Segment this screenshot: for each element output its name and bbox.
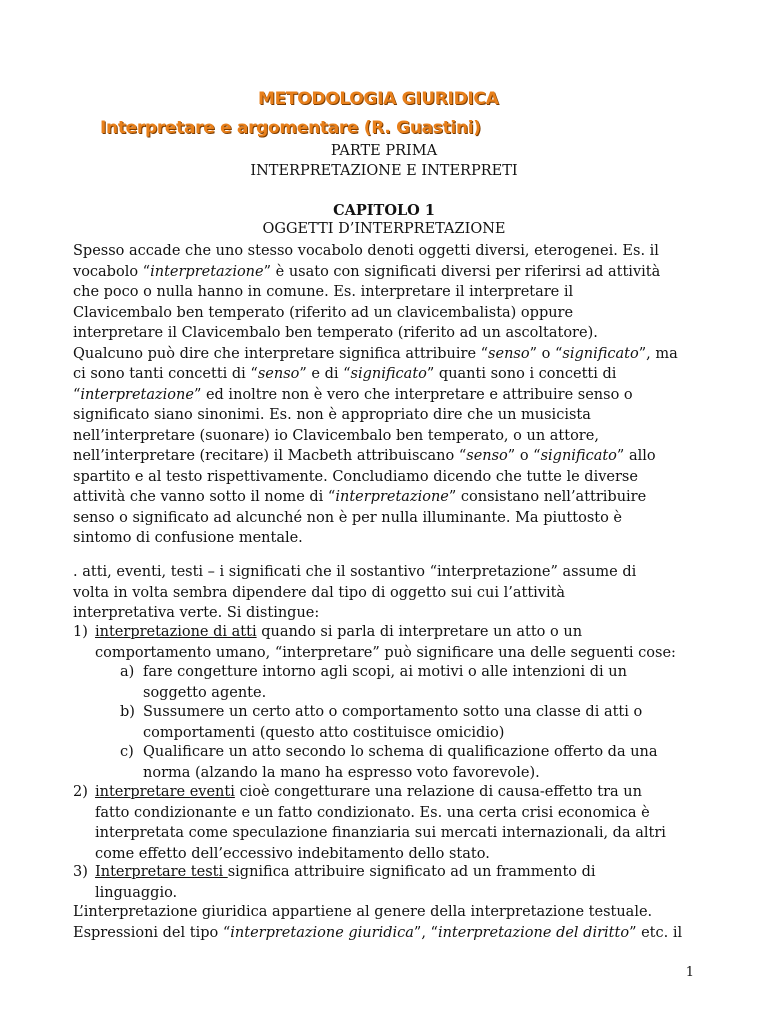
text-line: ci sono tanti concetti di “senso” e di “significato” quanti sono i concetti di bbox=[73, 366, 617, 382]
text-line: nell’interpretare (suonare) io Clavicembalo ben temperato, o un attore, bbox=[73, 427, 599, 444]
page-number: 1 bbox=[685, 965, 694, 980]
list-item: interpretare eventi cioè congetturare una relazione di causa-effetto tra un fatto condizionante e un fatto condizionato. Es. una certa crisi economica è interpretata come speculazione finanziaria sui mercati internazionali, da altri come effetto dell’eccessivo indebitamento dello stato. bbox=[95, 784, 666, 862]
text-line: Espressioni del tipo “interpretazione giuridica”, “interpretazione del diritto” etc. il bbox=[73, 924, 683, 941]
document-title: METODOLOGIA GIURIDICA bbox=[258, 89, 499, 109]
text-line: L’interpretazione giuridica appartiene al genere della interpretazione testuale. bbox=[73, 904, 653, 920]
text-line: nell’interpretare (recitare) il Macbeth attribuiscano “senso” o “significato” allo bbox=[73, 448, 656, 464]
text-line: interpretativa verte. Si distingue: bbox=[73, 605, 320, 621]
text-line: significato siano sinonimi. Es. non è appropriato dire che un musicista bbox=[73, 407, 591, 423]
paragraph-2 bbox=[73, 562, 703, 624]
text-line: Spesso accade che uno stesso vocabolo denoti oggetti diversi, eterogenei. Es. il bbox=[73, 243, 659, 259]
text-line: volta in volta sembra dipendere dal tipo di oggetto sui cui l’attività bbox=[73, 584, 566, 601]
sublist-item: Qualificare un atto secondo lo schema di qualificazione offerto da una norma (alzando la mano ha espresso voto favorevole). bbox=[143, 744, 658, 781]
chapter-label: CAPITOLO 1 bbox=[333, 202, 435, 219]
list-item-term: interpretazione di atti bbox=[95, 624, 257, 640]
list-item-term: interpretare eventi bbox=[95, 784, 235, 800]
list-number: 1) bbox=[73, 624, 88, 640]
text-line: Qualcuno può dire che interpretare significa attribuire “senso” o “significato”, ma bbox=[73, 345, 678, 362]
document-subtitle: Interpretare e argomentare (R. Guastini) bbox=[100, 118, 481, 138]
list-item: interpretazione di atti quando si parla di interpretare un atto o un comportamento umano, “interpretare” può significare una delle seguenti cose: bbox=[95, 624, 676, 661]
text-line: spartito e al testo rispettivamente. Concludiamo dicendo che tutte le diverse bbox=[73, 468, 638, 485]
part-label: PARTE PRIMA bbox=[330, 143, 438, 159]
part-title: INTERPRETAZIONE E INTERPRETI bbox=[250, 163, 518, 179]
text-line: . atti, eventi, testi – i significati che il sostantivo “interpretazione” assume di bbox=[73, 564, 637, 580]
list-item: Interpretare testi significa attribuire significato ad un frammento di linguaggio. bbox=[95, 864, 596, 901]
sublist-item: fare congetture intorno agli scopi, ai motivi o alle intenzioni di un soggetto agente. bbox=[143, 664, 627, 701]
sublist-letter: c) bbox=[120, 744, 134, 760]
text-line: sintomo di confusione mentale. bbox=[73, 530, 303, 546]
sublist-letter: a) bbox=[120, 664, 135, 680]
list-item-term: Interpretare testi bbox=[95, 864, 228, 880]
paragraph-1 bbox=[73, 241, 703, 549]
list-number: 2) bbox=[73, 784, 88, 800]
text-line: “interpretazione” ed inoltre non è vero che interpretare e attribuire senso o bbox=[73, 386, 633, 403]
text-line: vocabolo “interpretazione” è usato con significati diversi per riferirsi ad attività bbox=[73, 263, 661, 280]
text-line: Clavicembalo ben temperato (riferito ad un clavicembalista) oppure bbox=[73, 304, 574, 321]
chapter-title: OGGETTI D’INTERPRETAZIONE bbox=[262, 221, 506, 237]
sublist-letter: b) bbox=[120, 704, 135, 720]
text-line: interpretare il Clavicembalo ben temperato (riferito ad un ascoltatore). bbox=[73, 325, 598, 341]
paragraph-3 bbox=[73, 902, 703, 943]
text-line: senso o significato ad alcunché non è per nulla illuminante. Ma piuttosto è bbox=[73, 509, 623, 526]
list-number: 3) bbox=[73, 864, 88, 880]
sublist-item: Sussumere un certo atto o comportamento sotto una classe di atti o comportamenti (questo atto costituisce omicidio) bbox=[143, 704, 643, 741]
text-line: attività che vanno sotto il nome di “interpretazione” consistano nell’attribuire bbox=[73, 489, 647, 505]
text-line: che poco o nulla hanno in comune. Es. interpretare il interpretare il bbox=[73, 284, 574, 300]
